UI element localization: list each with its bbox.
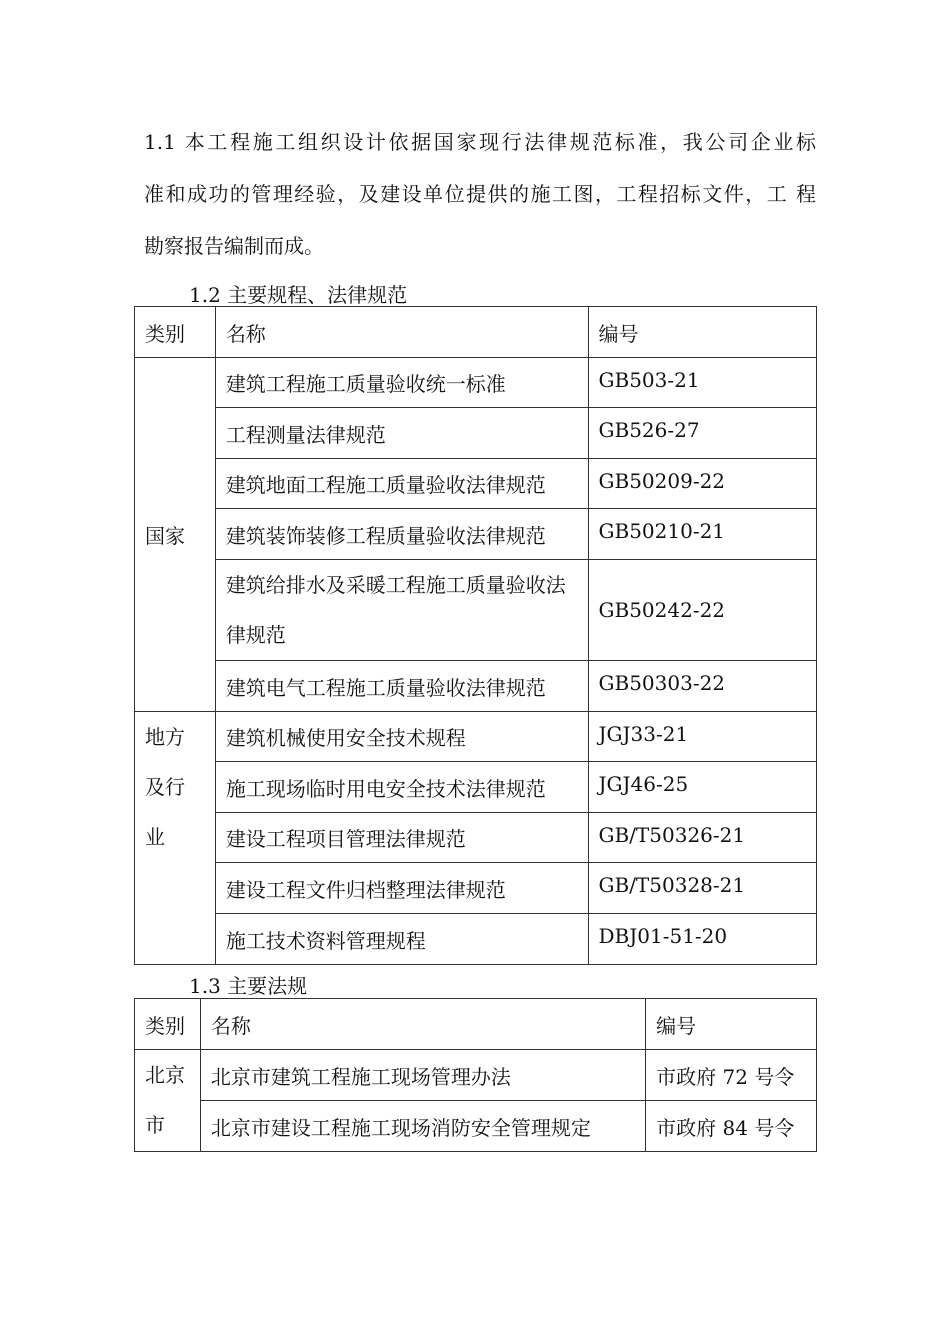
table-row bbox=[135, 509, 817, 560]
standard-name: 建设工程文件归档整理法律规范 bbox=[215, 863, 588, 914]
header-name: 名称 bbox=[200, 999, 645, 1050]
table-row bbox=[135, 712, 817, 762]
table-row bbox=[135, 813, 817, 863]
intro-paragraph bbox=[144, 116, 816, 272]
standard-code: DBJ01-51-20 bbox=[588, 914, 816, 965]
standard-code: GB526-27 bbox=[588, 408, 816, 459]
regulation-name: 北京市建设工程施工现场消防安全管理规定 bbox=[200, 1101, 645, 1152]
table-row bbox=[135, 863, 817, 914]
standard-name: 建设工程项目管理法律规范 bbox=[215, 813, 588, 863]
section-heading-standards: 1.2 主要规程、法律规范 bbox=[189, 283, 408, 307]
table-row bbox=[135, 914, 817, 965]
header-category: 类别 bbox=[135, 999, 201, 1050]
table-header-row bbox=[135, 307, 817, 358]
standard-code: GB503-21 bbox=[588, 358, 816, 408]
header-name: 名称 bbox=[215, 307, 588, 358]
standard-name: 工程测量法律规范 bbox=[215, 408, 588, 459]
intro-line-3: 勘察报告编制而成。 bbox=[144, 234, 324, 258]
standard-code: JGJ33-21 bbox=[588, 712, 816, 762]
category-national: 国家 bbox=[135, 358, 216, 712]
table-row bbox=[135, 560, 817, 661]
table-row bbox=[135, 1050, 817, 1101]
header-code: 编号 bbox=[646, 999, 817, 1050]
standard-name: 建筑电气工程施工质量验收法律规范 bbox=[215, 661, 588, 712]
standard-code: GB/T50328-21 bbox=[588, 863, 816, 914]
standard-code: GB50242-22 bbox=[588, 560, 816, 661]
standard-code: GB50209-22 bbox=[588, 459, 816, 509]
standard-code: JGJ46-25 bbox=[588, 762, 816, 813]
table-row bbox=[135, 358, 817, 408]
standards-table bbox=[134, 306, 817, 965]
standard-name: 建筑给排水及采暖工程施工质量验收法律规范 bbox=[215, 560, 588, 661]
standard-name: 施工技术资料管理规程 bbox=[215, 914, 588, 965]
standard-code: GB/T50326-21 bbox=[588, 813, 816, 863]
section-heading-regulations: 1.3 主要法规 bbox=[189, 974, 308, 998]
regulation-name: 北京市建筑工程施工现场管理办法 bbox=[200, 1050, 645, 1101]
table-row bbox=[135, 408, 817, 459]
standard-code: GB50210-21 bbox=[588, 509, 816, 560]
category-beijing: 北京市 bbox=[135, 1050, 201, 1152]
table-row bbox=[135, 762, 817, 813]
standard-name: 建筑机械使用安全技术规程 bbox=[215, 712, 588, 762]
table-row bbox=[135, 459, 817, 509]
header-code: 编号 bbox=[588, 307, 816, 358]
table-row bbox=[135, 661, 817, 712]
regulations-table bbox=[134, 998, 817, 1152]
table-row bbox=[135, 1101, 817, 1152]
standard-name: 建筑装饰装修工程质量验收法律规范 bbox=[215, 509, 588, 560]
category-local-industry: 地方及行业 bbox=[135, 712, 216, 965]
standard-code: GB50303-22 bbox=[588, 661, 816, 712]
regulation-code: 市政府 84 号令 bbox=[646, 1101, 817, 1152]
table-header-row bbox=[135, 999, 817, 1050]
standard-name: 建筑地面工程施工质量验收法律规范 bbox=[215, 459, 588, 509]
header-category: 类别 bbox=[135, 307, 216, 358]
intro-line-1: 1.1 本工程施工组织设计依据国家现行法律规范标准，我公司企业标 bbox=[144, 130, 816, 154]
regulation-code: 市政府 72 号令 bbox=[646, 1050, 817, 1101]
standard-name: 施工现场临时用电安全技术法律规范 bbox=[215, 762, 588, 813]
standard-name: 建筑工程施工质量验收统一标准 bbox=[215, 358, 588, 408]
intro-line-2: 准和成功的管理经验，及建设单位提供的施工图，工程招标文件，工 程 bbox=[144, 182, 816, 206]
